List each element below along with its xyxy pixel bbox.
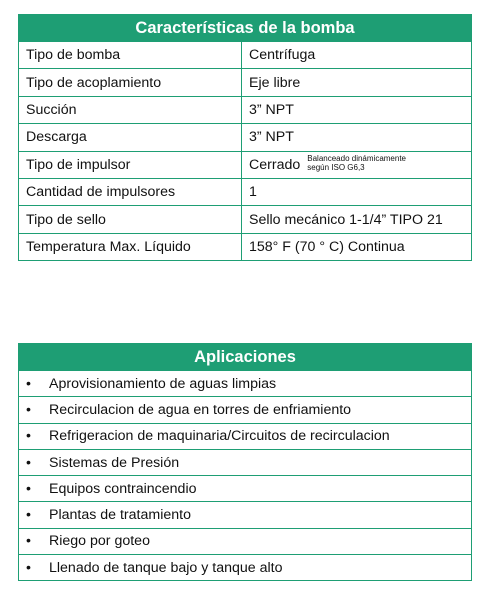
- impeller-note-line-1: Balanceado dinámicamente: [307, 154, 406, 164]
- spec-label: Temperatura Max. Líquido: [26, 238, 191, 255]
- spec-row-impeller-type: [19, 151, 471, 178]
- applications-table: [18, 343, 472, 581]
- spec-row-coupling-type: [19, 68, 471, 95]
- spec-value: 158° F (70 ° C) Continua: [241, 234, 471, 260]
- application-text: Riego por goteo: [49, 533, 150, 550]
- impeller-note-line-2: según ISO G6,3: [307, 162, 365, 172]
- bullet-icon: •: [26, 401, 31, 418]
- bullet-icon: •: [26, 375, 31, 392]
- spec-value: 3” NPT: [241, 124, 471, 150]
- application-text: Recirculacion de agua en torres de enfriamiento: [49, 401, 352, 418]
- impeller-balance-note: [307, 155, 406, 172]
- list-item: [19, 501, 471, 527]
- spec-value: Eje libre: [241, 69, 471, 95]
- bullet-icon: •: [26, 533, 31, 550]
- pump-characteristics-table: [18, 14, 472, 261]
- application-text: Refrigeracion de maquinaria/Circuitos de recirculacion: [49, 428, 390, 445]
- bullet-icon: •: [26, 454, 31, 471]
- application-text: Aprovisionamiento de aguas limpias: [49, 375, 277, 392]
- spec-label: Descarga: [26, 129, 87, 146]
- spec-label: Cantidad de impulsores: [26, 184, 176, 201]
- bullet-icon: •: [26, 428, 31, 445]
- spec-label: Tipo de impulsor: [26, 156, 131, 173]
- spec-row-seal-type: [19, 205, 471, 232]
- bullet-icon: •: [26, 480, 31, 497]
- spec-value: 1: [241, 179, 471, 205]
- application-text: Plantas de tratamiento: [49, 507, 191, 524]
- list-item: [19, 528, 471, 554]
- spec-label: Tipo de sello: [26, 211, 106, 228]
- applications-title: Aplicaciones: [19, 344, 471, 370]
- spec-value: Sello mecánico 1-1/4” TIPO 21: [241, 206, 471, 232]
- spec-row-discharge: [19, 123, 471, 150]
- spec-row-pump-type: [19, 41, 471, 68]
- list-item: [19, 475, 471, 501]
- list-item: [19, 554, 471, 580]
- spec-value: Centrífuga: [241, 42, 471, 68]
- list-item: [19, 396, 471, 422]
- spec-row-max-liquid-temperature: [19, 233, 471, 260]
- spec-label: Tipo de acoplamiento: [26, 74, 162, 91]
- spec-label: Succión: [26, 101, 77, 118]
- application-text: Llenado de tanque bajo y tanque alto: [49, 559, 283, 576]
- list-item: [19, 370, 471, 396]
- spec-label: Tipo de bomba: [26, 47, 121, 64]
- spec-value: Cerrado: [249, 156, 301, 173]
- list-item: [19, 449, 471, 475]
- list-item: [19, 423, 471, 449]
- pump-characteristics-title: Características de la bomba: [19, 15, 471, 41]
- spec-value-cell: [241, 152, 471, 178]
- bullet-icon: •: [26, 559, 31, 576]
- bullet-icon: •: [26, 507, 31, 524]
- spec-value: 3” NPT: [241, 97, 471, 123]
- spec-row-impeller-count: [19, 178, 471, 205]
- spec-row-suction: [19, 96, 471, 123]
- application-text: Sistemas de Presión: [49, 454, 180, 471]
- application-text: Equipos contraincendio: [49, 480, 197, 497]
